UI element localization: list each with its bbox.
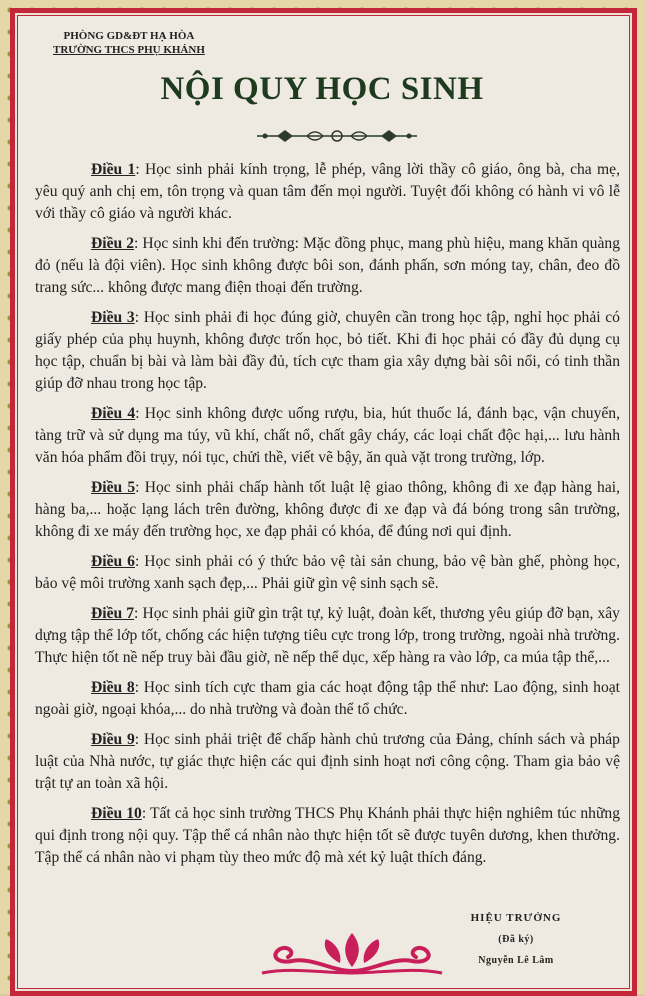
rule-item <box>35 307 620 395</box>
poster-content <box>27 21 620 979</box>
rule-label: Điều 8 <box>91 679 135 696</box>
department-name: PHÒNG GD&ĐT HẠ HÒA <box>63 30 195 42</box>
rule-label: Điều 7 <box>91 605 135 622</box>
rule-text: : Học sinh phải chấp hành tốt luật lệ giao thông, không đi xe đạp hàng hai, hàng ba,... hoặc lạng lách trên đường, không được đi xe đạp và đá bóng trong sân trường, không đi xe máy đến trường học, xe đạp phải có khóa, để đúng nơi qui định. <box>35 479 620 540</box>
rules-list <box>35 159 620 877</box>
page-title: NỘI QUY HỌC SINH <box>160 71 484 107</box>
rule-text: : Tất cả học sinh trường THCS Phụ Khánh phải thực hiện nghiêm túc những qui định trong nội quy. Tập thể cá nhân nào thực hiện tốt sẽ được tuyên dương, khen thưởng. Tập thể cá nhân nào vi phạm tùy theo mức độ mà xét kỷ luật thích đáng. <box>35 805 620 866</box>
title-divider-ornament <box>257 127 417 145</box>
rule-item <box>35 551 620 595</box>
rule-label: Điều 9 <box>91 731 135 748</box>
rule-text: : Học sinh khi đến trường: Mặc đồng phục, mang phù hiệu, mang khăn quàng đỏ (nếu là đội viên). Học sinh không được bôi son, đánh phấn, sơn móng tay, chân, đeo đồ trang sức... không được mang điện thoại đến trường. <box>35 235 620 296</box>
rule-item <box>35 403 620 469</box>
rule-label: Điều 1 <box>91 161 136 178</box>
signer-name: Nguyễn Lê Lâm <box>478 955 554 966</box>
rule-label: Điều 6 <box>91 553 135 570</box>
signed-note: (Đã ký) <box>498 934 534 945</box>
signature-block <box>451 908 581 971</box>
rule-text: : Học sinh không được uống rượu, bia, hút thuốc lá, đánh bạc, vận chuyển, tàng trữ và sử dụng ma túy, vũ khí, chất nổ, chất gây cháy, các loại chất độc hại,... lưu hành văn hóa phẩm đồi trụy, nói tục, chửi thề, viết vẽ bậy, ăn quà vặt trong trường, lớp. <box>35 405 620 466</box>
rule-item <box>35 159 620 225</box>
rule-label: Điều 3 <box>91 309 135 326</box>
rule-label: Điều 10 <box>91 805 142 822</box>
poster-frame <box>10 8 637 996</box>
bottom-ornament <box>252 927 452 977</box>
rule-item <box>35 729 620 795</box>
rule-label: Điều 2 <box>91 235 134 252</box>
rule-text: : Học sinh phải đi học đúng giờ, chuyên cần trong học tập, nghỉ học phải có giấy phép của phụ huynh, không được trốn học, bỏ tiết. Khi đi học phải có đầy đủ dụng cụ học tập, chuẩn bị bài và làm bài đầy đủ, tích cực tham gia xây dựng bài sôi nổi, có tinh thần giúp đỡ nhau trong học tập. <box>35 309 620 392</box>
rule-text: : Học sinh phải có ý thức bảo vệ tài sản chung, bảo vệ bàn ghế, phòng học, bảo vệ môi trường xanh sạch đẹp,... Phải giữ gìn vệ sinh sạch sẽ. <box>35 553 620 592</box>
rule-item <box>35 233 620 299</box>
school-name: TRƯỜNG THCS PHỤ KHÁNH <box>53 44 205 56</box>
rule-text: : Học sinh phải triệt để chấp hành chủ trương của Đảng, chính sách và pháp luật của Nhà nước, tự giác thực hiện các qui định sinh hoạt nơi công cộng. Tham gia bảo vệ trật tự an toàn xã hội. <box>35 731 620 792</box>
rule-label: Điều 5 <box>91 479 136 496</box>
rule-item <box>35 677 620 721</box>
rule-item <box>35 803 620 869</box>
rule-text: : Học sinh phải giữ gìn trật tự, kỷ luật, đoàn kết, thương yêu giúp đỡ bạn, xây dựng tập thể lớp tốt, chống các hiện tượng tiêu cực trong lớp, trong trường, ngoài nhà trường. Thực hiện tốt nề nếp truy bài đầu giờ, nề nếp thể dục, xếp hàng ra vào lớp, ca múa tập thể,... <box>35 605 620 666</box>
rule-item <box>35 477 620 543</box>
rule-item <box>35 603 620 669</box>
school-header <box>53 29 205 57</box>
rule-label: Điều 4 <box>91 405 136 422</box>
signer-role: HIỆU TRƯỞNG <box>470 912 562 924</box>
rule-text: : Học sinh tích cực tham gia các hoạt động tập thể như: Lao động, sinh hoạt ngoài giờ, ngoại khóa,... do nhà trường và đoàn thể tổ chức. <box>35 679 620 718</box>
rule-text: : Học sinh phải kính trọng, lễ phép, vâng lời thầy cô giáo, ông bà, cha mẹ, yêu quý anh chị em, tôn trọng và quan tâm đến mọi người. Tuyệt đối không có hành vi vô lễ với thầy cô giáo và người khác. <box>35 161 620 222</box>
